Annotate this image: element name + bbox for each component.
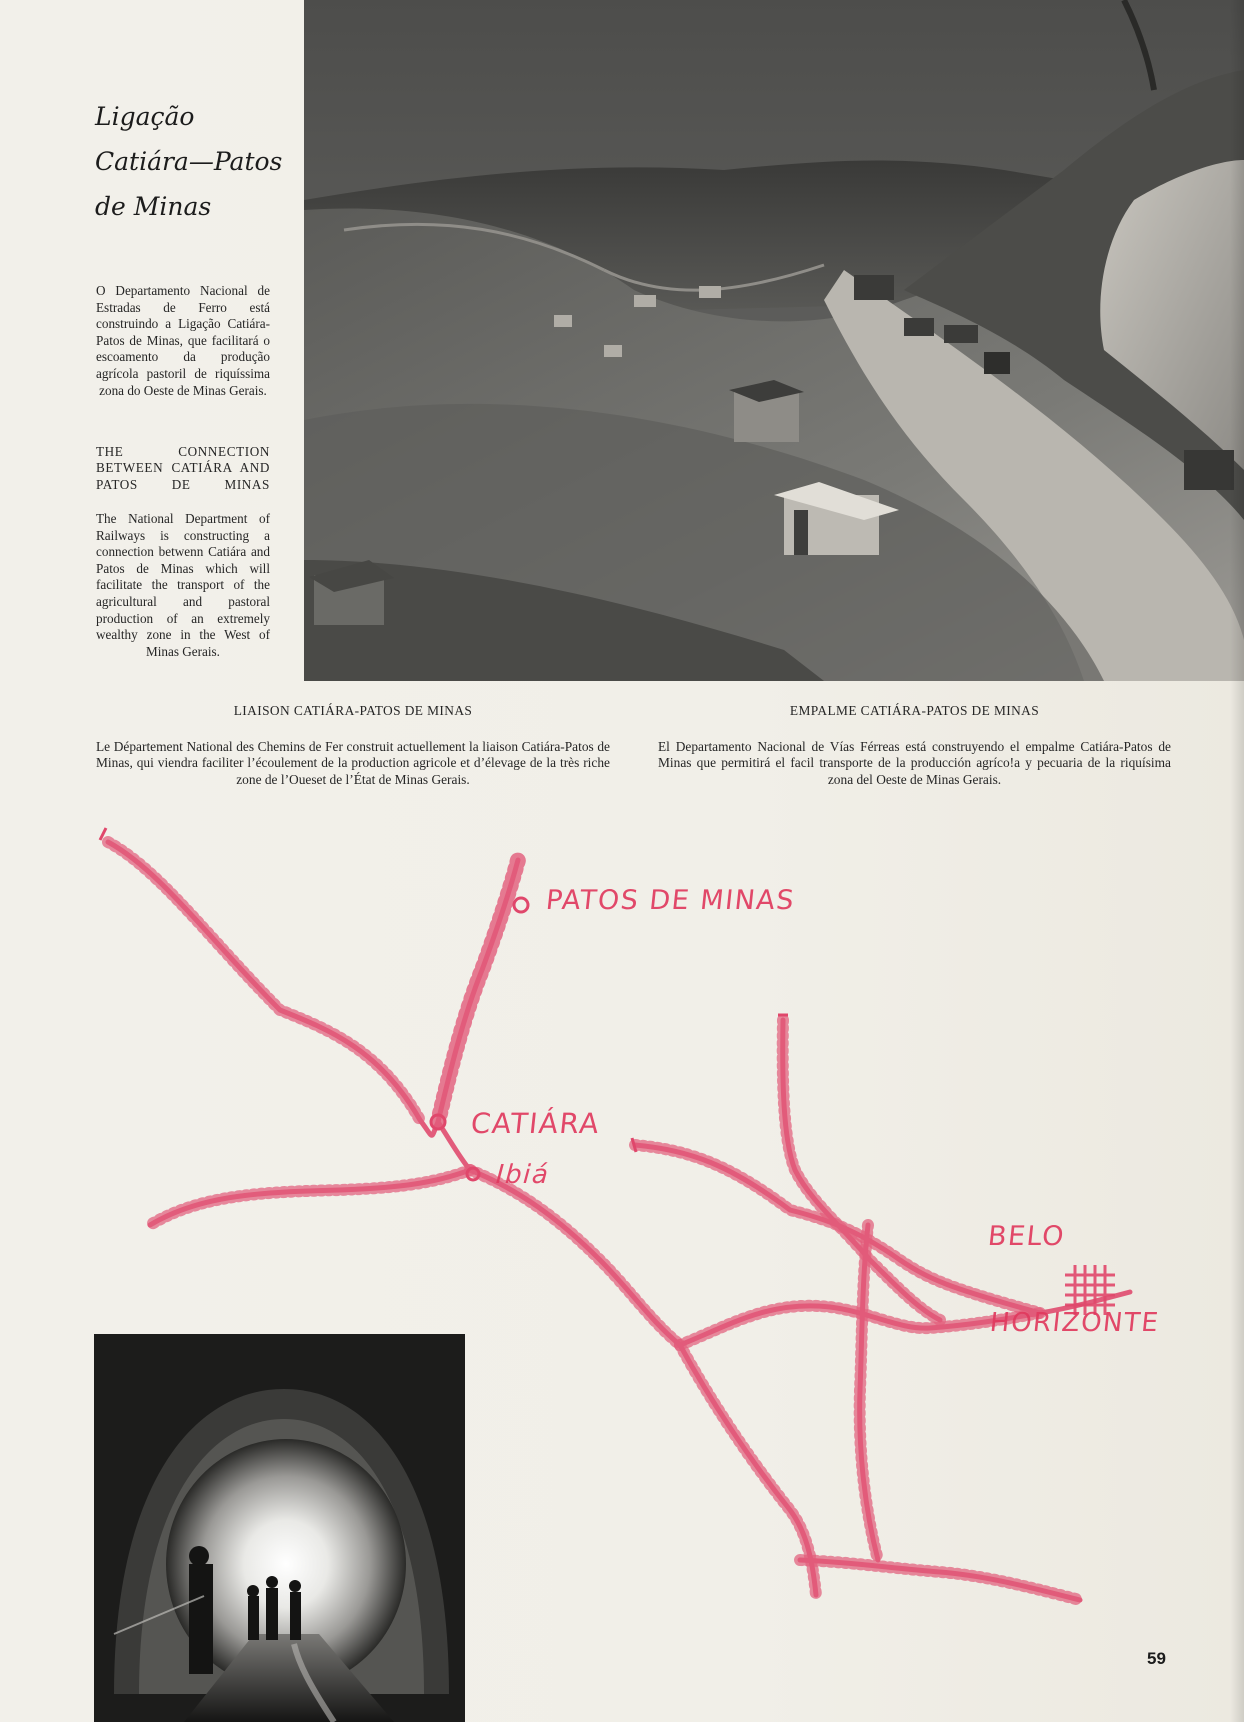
map-label-belo: BELO	[986, 1221, 1067, 1252]
map-label-catiara: CATIÁRA	[469, 1107, 602, 1140]
portuguese-paragraph: O Departamento Nacional de Estradas de Ferro está construindo a Ligação Catiára-Patos de Minas, que facilitará o escoamento da produção agrícola pastoril de riquíssima zona do Oeste de Minas Gerais.	[96, 283, 270, 398]
english-heading: THE CONNECTION BETWEEN CATIÁRA AND PATOS DE MINAS	[96, 444, 270, 492]
article-title	[95, 94, 295, 229]
title-line-3: de Minas	[95, 192, 212, 221]
title-line-1: Ligação	[95, 102, 195, 131]
french-paragraph: Le Département National des Chemins de Fer construit actuellement la liaison Catiára-Patos de Minas, qui viendra faciliter l’écoulement de la production agricole et d’élevage de la très riche zone de l’Oueset de l’État de Minas Gerais.	[96, 739, 610, 787]
map-label-ibia: Ibiá	[494, 1160, 551, 1190]
spanish-paragraph: El Departamento Nacional de Vías Férreas está construyendo el empalme Catiára-Patos de Minas que permitirá el facil transporte de la producción agríco!a y pecuaria de la riquísima zona del Oeste de Minas Gerais.	[658, 739, 1171, 787]
page-edge-shadow	[1230, 0, 1244, 1722]
title-line-2: Catiára—Patos	[95, 147, 283, 176]
rail-line-catiara-ibia	[438, 1122, 470, 1170]
construction-site-photo	[304, 0, 1244, 681]
english-paragraph: The National Department of Railways is constructing a connection betwenn Catiára and Patos de Minas which will facilitate the transport of the agricultural and pastoral production of an extremely wealthy zone in the West of Minas Gerais.	[96, 511, 270, 659]
tunnel-photo	[94, 1334, 465, 1722]
station-patos-de-minas	[514, 898, 528, 912]
spanish-heading: EMPALME CATIÁRA-PATOS DE MINAS	[789, 703, 1040, 718]
map-label-patos-de-minas: PATOS DE MINAS	[544, 885, 797, 916]
page-number: 59	[1147, 1649, 1166, 1668]
map-label-horizonte: HORIZONTE	[988, 1308, 1161, 1338]
french-heading: LIAISON CATIÁRA-PATOS DE MINAS	[233, 703, 473, 718]
